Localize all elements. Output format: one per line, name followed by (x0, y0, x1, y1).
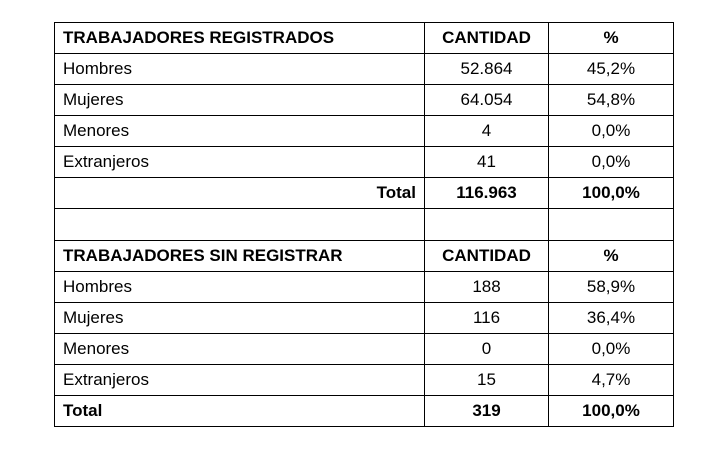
table-row (55, 85, 674, 116)
unregistered-header-label: TRABAJADORES SIN REGISTRAR (55, 241, 425, 272)
registered-total-percent: 100,0% (549, 178, 674, 209)
row-quantity: 116 (425, 303, 549, 334)
table-row (55, 116, 674, 147)
row-label: Menores (55, 116, 425, 147)
registered-header-label: TRABAJADORES REGISTRADOS (55, 23, 425, 54)
spacer-row (55, 209, 674, 241)
unregistered-header-percent: % (549, 241, 674, 272)
registered-total-label: Total (55, 178, 425, 209)
row-quantity: 41 (425, 147, 549, 178)
unregistered-total-percent: 100,0% (549, 396, 674, 427)
row-label: Menores (55, 334, 425, 365)
registered-header-row (55, 23, 674, 54)
workers-table (54, 22, 674, 427)
row-percent: 0,0% (549, 147, 674, 178)
unregistered-total-quantity: 319 (425, 396, 549, 427)
registered-total-row (55, 178, 674, 209)
row-percent: 54,8% (549, 85, 674, 116)
table-row (55, 303, 674, 334)
row-label: Mujeres (55, 85, 425, 116)
row-percent: 4,7% (549, 365, 674, 396)
unregistered-header-quantity: CANTIDAD (425, 241, 549, 272)
registered-header-percent: % (549, 23, 674, 54)
row-quantity: 15 (425, 365, 549, 396)
table-row (55, 54, 674, 85)
registered-header-quantity: CANTIDAD (425, 23, 549, 54)
spacer-cell (425, 209, 549, 241)
spacer-cell (549, 209, 674, 241)
registered-total-quantity: 116.963 (425, 178, 549, 209)
row-quantity: 188 (425, 272, 549, 303)
row-percent: 45,2% (549, 54, 674, 85)
row-quantity: 4 (425, 116, 549, 147)
row-label: Hombres (55, 272, 425, 303)
table-row (55, 334, 674, 365)
unregistered-total-label: Total (55, 396, 425, 427)
row-label: Extranjeros (55, 365, 425, 396)
table-row (55, 365, 674, 396)
table-row (55, 147, 674, 178)
row-quantity: 52.864 (425, 54, 549, 85)
spacer-cell (55, 209, 425, 241)
row-percent: 0,0% (549, 116, 674, 147)
row-percent: 36,4% (549, 303, 674, 334)
table-row (55, 272, 674, 303)
row-quantity: 64.054 (425, 85, 549, 116)
row-label: Hombres (55, 54, 425, 85)
row-percent: 0,0% (549, 334, 674, 365)
unregistered-total-row (55, 396, 674, 427)
row-label: Mujeres (55, 303, 425, 334)
row-percent: 58,9% (549, 272, 674, 303)
row-label: Extranjeros (55, 147, 425, 178)
unregistered-header-row (55, 241, 674, 272)
row-quantity: 0 (425, 334, 549, 365)
